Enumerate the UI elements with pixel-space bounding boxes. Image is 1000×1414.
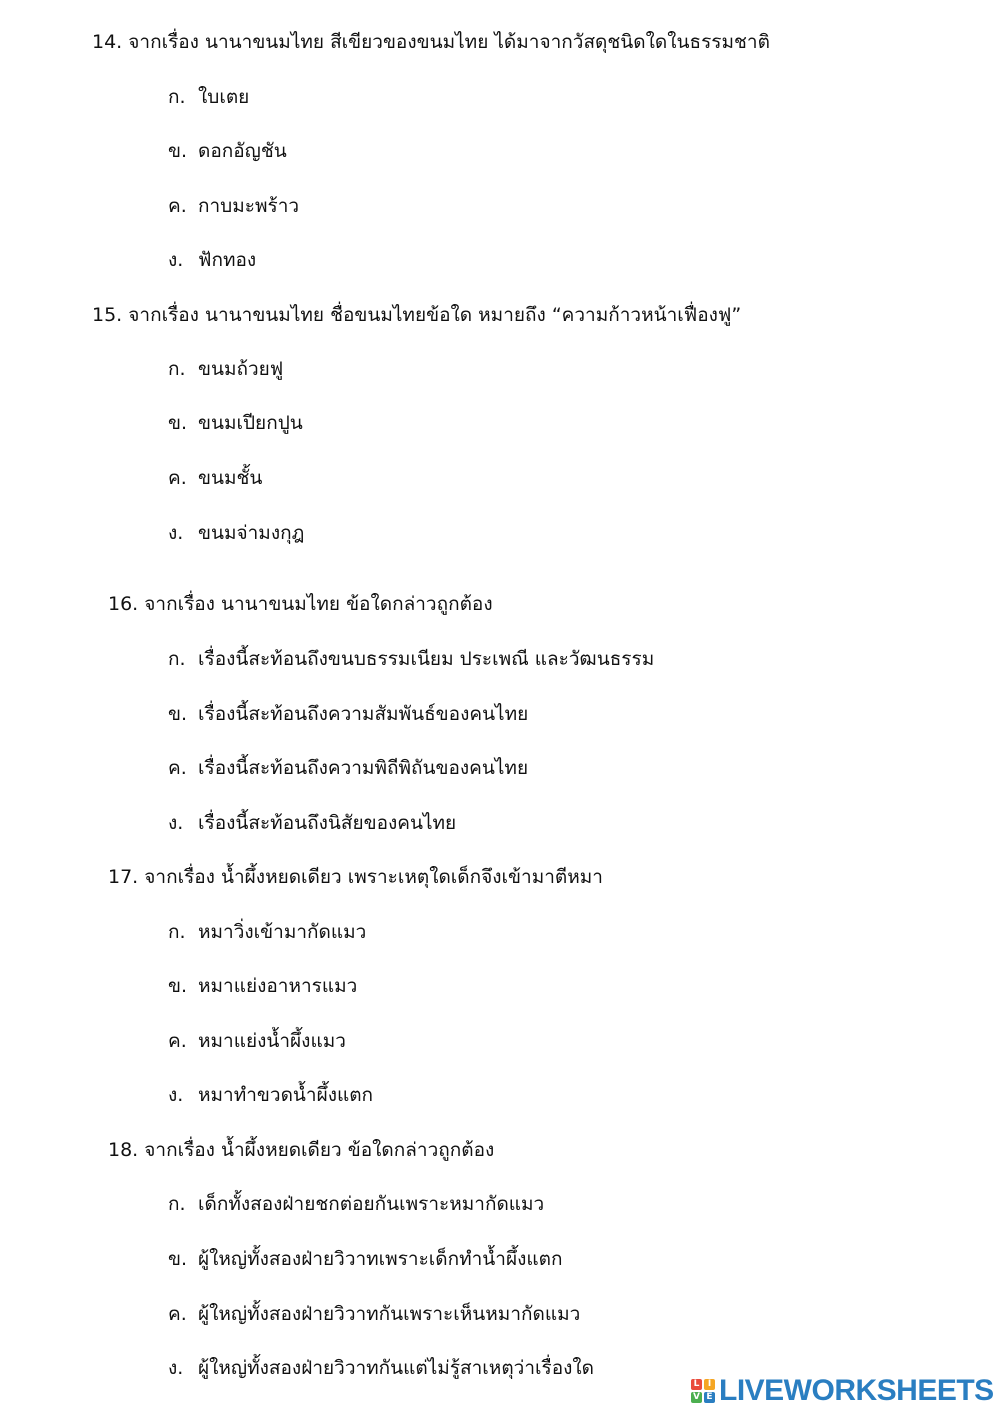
option-letter: ก. <box>168 358 186 380</box>
option-text: ฟักทอง <box>198 249 257 271</box>
option-text: หมาทำขวดน้ำผึ้งแตก <box>198 1084 374 1106</box>
q18-option-a[interactable] <box>168 1192 544 1216</box>
option-letter: ค. <box>168 1030 187 1052</box>
option-text: เรื่องนี้สะท้อนถึงความสัมพันธ์ของคนไทย <box>198 703 529 725</box>
q14-option-b[interactable] <box>168 139 287 163</box>
option-text: ผู้ใหญ่ทั้งสองฝ่ายวิวาทกันแต่ไม่รู้สาเหตุว่าเรื่องใด <box>198 1357 595 1379</box>
option-letter: ง. <box>168 812 184 834</box>
option-letter: ข. <box>168 703 188 725</box>
q18-option-d[interactable] <box>168 1356 594 1380</box>
option-letter: ข. <box>168 975 188 997</box>
option-letter: ข. <box>168 1248 188 1270</box>
option-text: ขนมถ้วยฟู <box>198 358 284 380</box>
liveworksheets-logo[interactable] <box>691 1374 994 1408</box>
option-text: ผู้ใหญ่ทั้งสองฝ่ายวิวาทเพราะเด็กทำน้ำผึ้งแตก <box>198 1248 563 1270</box>
option-letter: ง. <box>168 522 184 544</box>
q17-option-d[interactable] <box>168 1083 373 1107</box>
question-number: 16. <box>108 593 139 615</box>
option-letter: ข. <box>168 140 188 162</box>
option-letter: ก. <box>168 921 186 943</box>
logo-mark-e: E <box>704 1392 715 1403</box>
q18-option-b[interactable] <box>168 1247 562 1271</box>
option-letter: ค. <box>168 1303 187 1325</box>
option-letter: ก. <box>168 1193 186 1215</box>
q15-option-a[interactable] <box>168 357 283 381</box>
option-text: ขนมเปียกปูน <box>198 412 303 434</box>
option-text: เรื่องนี้สะท้อนถึงความพิถีพิถันของคนไทย <box>198 757 529 779</box>
question-number: 15. <box>92 304 123 326</box>
logo-mark-l: L <box>691 1379 702 1390</box>
q14-option-c[interactable] <box>168 194 299 218</box>
q14-option-d[interactable] <box>168 248 256 272</box>
logo-mark-icon <box>691 1379 715 1403</box>
option-letter: ค. <box>168 467 187 489</box>
option-text: ขนมชั้น <box>198 467 263 489</box>
q16-option-a[interactable] <box>168 647 654 671</box>
option-text: เด็กทั้งสองฝ่ายชกต่อยกันเพราะหมากัดแมว <box>198 1193 545 1215</box>
question-number: 18. <box>108 1139 139 1161</box>
q17-option-a[interactable] <box>168 920 366 944</box>
option-text: หมาวิ่งเข้ามากัดแมว <box>198 921 367 943</box>
logo-mark-i: I <box>704 1379 715 1390</box>
q16-option-d[interactable] <box>168 811 456 835</box>
logo-text: LIVEWORKSHEETS <box>719 1374 994 1407</box>
option-letter: ง. <box>168 249 184 271</box>
question-text: จากเรื่อง น้ำผึ้งหยดเดียว ข้อใดกล่าวถูกต้อง <box>144 1139 495 1161</box>
question-text: จากเรื่อง นานาขนมไทย สีเขียวของขนมไทย ได้มาจากวัสดุชนิดใดในธรรมชาติ <box>128 31 770 53</box>
option-letter: ง. <box>168 1084 184 1106</box>
question-15 <box>92 303 741 327</box>
question-14 <box>92 30 770 54</box>
option-text: หมาแย่งน้ำผึ้งแมว <box>198 1030 346 1052</box>
q16-option-c[interactable] <box>168 756 528 780</box>
option-letter: ค. <box>168 757 187 779</box>
option-text: เรื่องนี้สะท้อนถึงขนบธรรมเนียม ประเพณี และวัฒนธรรม <box>198 648 655 670</box>
logo-mark-v: V <box>691 1392 702 1403</box>
question-17 <box>108 865 603 889</box>
q18-option-c[interactable] <box>168 1302 580 1326</box>
q14-option-a[interactable] <box>168 85 249 109</box>
option-text: ผู้ใหญ่ทั้งสองฝ่ายวิวาทกันเพราะเห็นหมากัดแมว <box>198 1303 581 1325</box>
q17-option-c[interactable] <box>168 1029 346 1053</box>
option-letter: ก. <box>168 648 186 670</box>
question-number: 14. <box>92 31 123 53</box>
option-text: เรื่องนี้สะท้อนถึงนิสัยของคนไทย <box>198 812 457 834</box>
q17-option-b[interactable] <box>168 974 357 998</box>
option-text: ใบเตย <box>198 86 250 108</box>
option-letter: ก. <box>168 86 186 108</box>
question-text: จากเรื่อง นานาขนมไทย ชื่อขนมไทยข้อใด หมายถึง “ความก้าวหน้าเฟื่องฟู” <box>128 304 742 326</box>
q15-option-b[interactable] <box>168 411 303 435</box>
q15-option-c[interactable] <box>168 466 262 490</box>
question-text: จากเรื่อง นานาขนมไทย ข้อใดกล่าวถูกต้อง <box>144 593 493 615</box>
option-text: กาบมะพร้าว <box>198 195 300 217</box>
option-text: ขนมจ่ามงกุฎ <box>198 522 305 544</box>
question-16 <box>108 592 493 616</box>
question-text: จากเรื่อง น้ำผึ้งหยดเดียว เพราะเหตุใดเด็กจึงเข้ามาตีหมา <box>144 866 603 888</box>
question-18 <box>108 1138 494 1162</box>
option-text: ดอกอัญชัน <box>198 140 287 162</box>
option-text: หมาแย่งอาหารแมว <box>198 975 358 997</box>
option-letter: ข. <box>168 412 188 434</box>
q16-option-b[interactable] <box>168 702 528 726</box>
question-number: 17. <box>108 866 139 888</box>
q15-option-d[interactable] <box>168 521 304 545</box>
option-letter: ค. <box>168 195 187 217</box>
option-letter: ง. <box>168 1357 184 1379</box>
